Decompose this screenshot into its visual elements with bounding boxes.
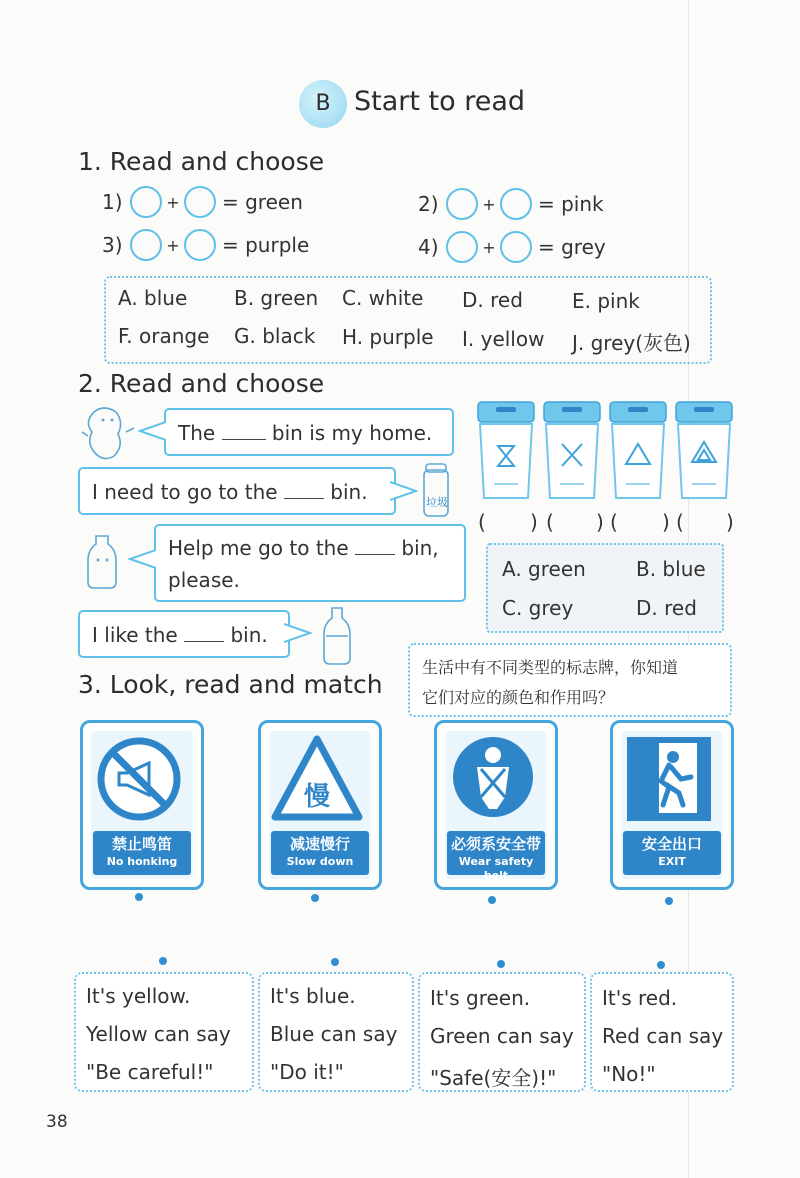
blank-line[interactable] — [184, 625, 224, 642]
warning-triangle-icon — [271, 733, 363, 825]
option: J. grey(灰色) — [572, 331, 691, 355]
card-line: "Safe(安全)!" — [430, 1066, 557, 1090]
card-line: Green can say — [430, 1024, 574, 1048]
bubble-tail — [390, 480, 418, 502]
color-option: D. red — [636, 596, 697, 620]
sign-label — [447, 831, 545, 882]
speech-bubble-4 — [78, 610, 290, 658]
match-card-green — [418, 972, 586, 1092]
sign-en: No honking — [106, 855, 178, 868]
sign-cn: 必须系安全带 — [450, 835, 541, 853]
match-dot[interactable] — [159, 957, 167, 965]
match-card-blue — [258, 972, 414, 1092]
other-waste-bin-icon — [542, 400, 602, 500]
bubble-text: I like the — [92, 623, 178, 647]
card-line: "Do it!" — [270, 1060, 344, 1084]
paren-close: ) — [530, 510, 538, 534]
note-line: 生活中有不同类型的标志牌，你知道 — [422, 658, 679, 677]
card-line: It's red. — [602, 986, 678, 1010]
plus-sign: + — [166, 235, 180, 255]
bubble-text: I need to go to the — [92, 480, 278, 504]
bubble-text: please. — [168, 568, 240, 592]
section2-heading: 2. Read and choose — [78, 369, 325, 398]
answer-circle[interactable] — [500, 231, 532, 263]
question-3 — [102, 229, 309, 261]
card-line: Blue can say — [270, 1022, 398, 1046]
options-box — [104, 276, 712, 364]
speech-bubble-1 — [164, 408, 454, 456]
question-number: 4) — [418, 235, 439, 259]
paren-close: ) — [726, 510, 734, 534]
section3-heading: 3. Look, read and match — [78, 670, 383, 699]
answer-circle[interactable] — [500, 188, 532, 220]
plus-sign: + — [482, 194, 496, 214]
option: A. blue — [118, 286, 188, 310]
option: H. purple — [342, 325, 434, 349]
paren-close: ) — [596, 510, 604, 534]
mascot-icon — [80, 402, 136, 464]
option: D. red — [462, 288, 523, 312]
sign-wear-safety-belt — [434, 720, 558, 890]
bubble-text: bin, — [401, 536, 439, 560]
chinese-note-box — [408, 643, 732, 717]
answer-circle[interactable] — [446, 231, 478, 263]
answer-circle[interactable] — [184, 229, 216, 261]
paren-open: ( — [478, 510, 486, 534]
sign-cn: 安全出口 — [641, 835, 702, 853]
paren-open: ( — [546, 510, 554, 534]
match-dot[interactable] — [311, 894, 319, 902]
card-line: "No!" — [602, 1062, 656, 1086]
recyclable-bin-icon — [608, 400, 668, 500]
match-dot[interactable] — [488, 896, 496, 904]
match-card-yellow — [74, 972, 254, 1092]
question-4 — [418, 231, 606, 263]
kitchen-waste-bin-icon — [674, 400, 734, 500]
match-dot[interactable] — [657, 961, 665, 969]
card-line: Yellow can say — [86, 1022, 231, 1046]
color-option: B. blue — [636, 557, 706, 581]
match-dot[interactable] — [331, 958, 339, 966]
answer-circle[interactable] — [184, 186, 216, 218]
section1-heading: 1. Read and choose — [78, 147, 325, 176]
paren-open: ( — [676, 510, 684, 534]
match-card-red — [590, 972, 734, 1092]
match-dot[interactable] — [135, 893, 143, 901]
question-number: 1) — [102, 190, 123, 214]
sign-en: EXIT — [658, 855, 686, 868]
bottle-mascot-icon — [316, 604, 356, 668]
blank-line[interactable] — [284, 482, 324, 499]
option: B. green — [234, 286, 319, 310]
question-2 — [418, 188, 604, 220]
question-number: 2) — [418, 192, 439, 216]
card-line: It's green. — [430, 986, 531, 1010]
equation-result: = pink — [538, 192, 604, 216]
speech-bubble-2 — [78, 467, 396, 515]
paren-close: ) — [662, 510, 670, 534]
option: E. pink — [572, 289, 640, 313]
badge-letter: B — [315, 91, 331, 116]
equation-result: = green — [222, 190, 303, 214]
option: I. yellow — [462, 327, 545, 351]
bubble-tail — [284, 622, 312, 644]
bubble-text: bin is my home. — [271, 421, 433, 445]
sign-no-honking — [80, 720, 204, 890]
exit-running-man-icon — [625, 735, 713, 823]
sign-label — [271, 831, 369, 875]
match-dot[interactable] — [497, 960, 505, 968]
equation-result: = purple — [222, 233, 310, 257]
page-number: 38 — [46, 1112, 68, 1132]
answer-circle[interactable] — [446, 188, 478, 220]
card-line: It's yellow. — [86, 984, 191, 1008]
can-mascot-icon — [416, 462, 456, 522]
question-1 — [102, 186, 303, 218]
plus-sign: + — [166, 192, 180, 212]
color-option: C. grey — [502, 596, 574, 620]
plus-sign: + — [482, 237, 496, 257]
blank-line[interactable] — [355, 538, 395, 555]
option: G. black — [234, 324, 316, 348]
equation-result: = grey — [538, 235, 606, 259]
sign-en: Slow down — [286, 855, 354, 868]
option: F. orange — [118, 324, 210, 348]
page-title: Start to read — [354, 86, 526, 117]
sign-en: Wear safety belt — [458, 855, 534, 882]
hazardous-bin-icon — [476, 400, 536, 500]
bubble-tail — [138, 420, 166, 442]
bubble-text: bin. — [330, 480, 368, 504]
question-number: 3) — [102, 233, 123, 257]
answer-circle[interactable] — [130, 186, 162, 218]
bottle-mascot-icon — [80, 530, 124, 590]
color-options-box — [486, 543, 724, 633]
match-dot[interactable] — [665, 897, 673, 905]
paren-open: ( — [610, 510, 618, 534]
note-line: 它们对应的颜色和作用吗？ — [422, 688, 615, 707]
sign-label — [93, 831, 191, 875]
can-tag: 垃圾 — [426, 496, 448, 509]
card-line: Red can say — [602, 1024, 724, 1048]
sign-cn: 禁止鸣笛 — [111, 835, 172, 853]
answer-circle[interactable] — [130, 229, 162, 261]
option: C. white — [342, 286, 424, 310]
bubble-tail — [128, 548, 156, 570]
sign-exit — [610, 720, 734, 890]
bubble-text: bin. — [230, 623, 268, 647]
slow-symbol: 慢 — [303, 782, 331, 812]
no-horn-icon — [97, 737, 181, 821]
card-line: "Be careful!" — [86, 1060, 214, 1084]
sign-label — [623, 831, 721, 875]
bubble-text: Help me go to the — [168, 536, 349, 560]
sign-slow-down — [258, 720, 382, 890]
card-line: It's blue. — [270, 984, 356, 1008]
color-option: A. green — [502, 557, 586, 581]
section-badge — [299, 80, 347, 128]
bubble-text: The — [178, 421, 216, 445]
speech-bubble-3 — [154, 524, 466, 602]
safety-belt-icon — [451, 735, 535, 819]
blank-line[interactable] — [222, 423, 266, 440]
sign-cn: 减速慢行 — [289, 835, 350, 853]
